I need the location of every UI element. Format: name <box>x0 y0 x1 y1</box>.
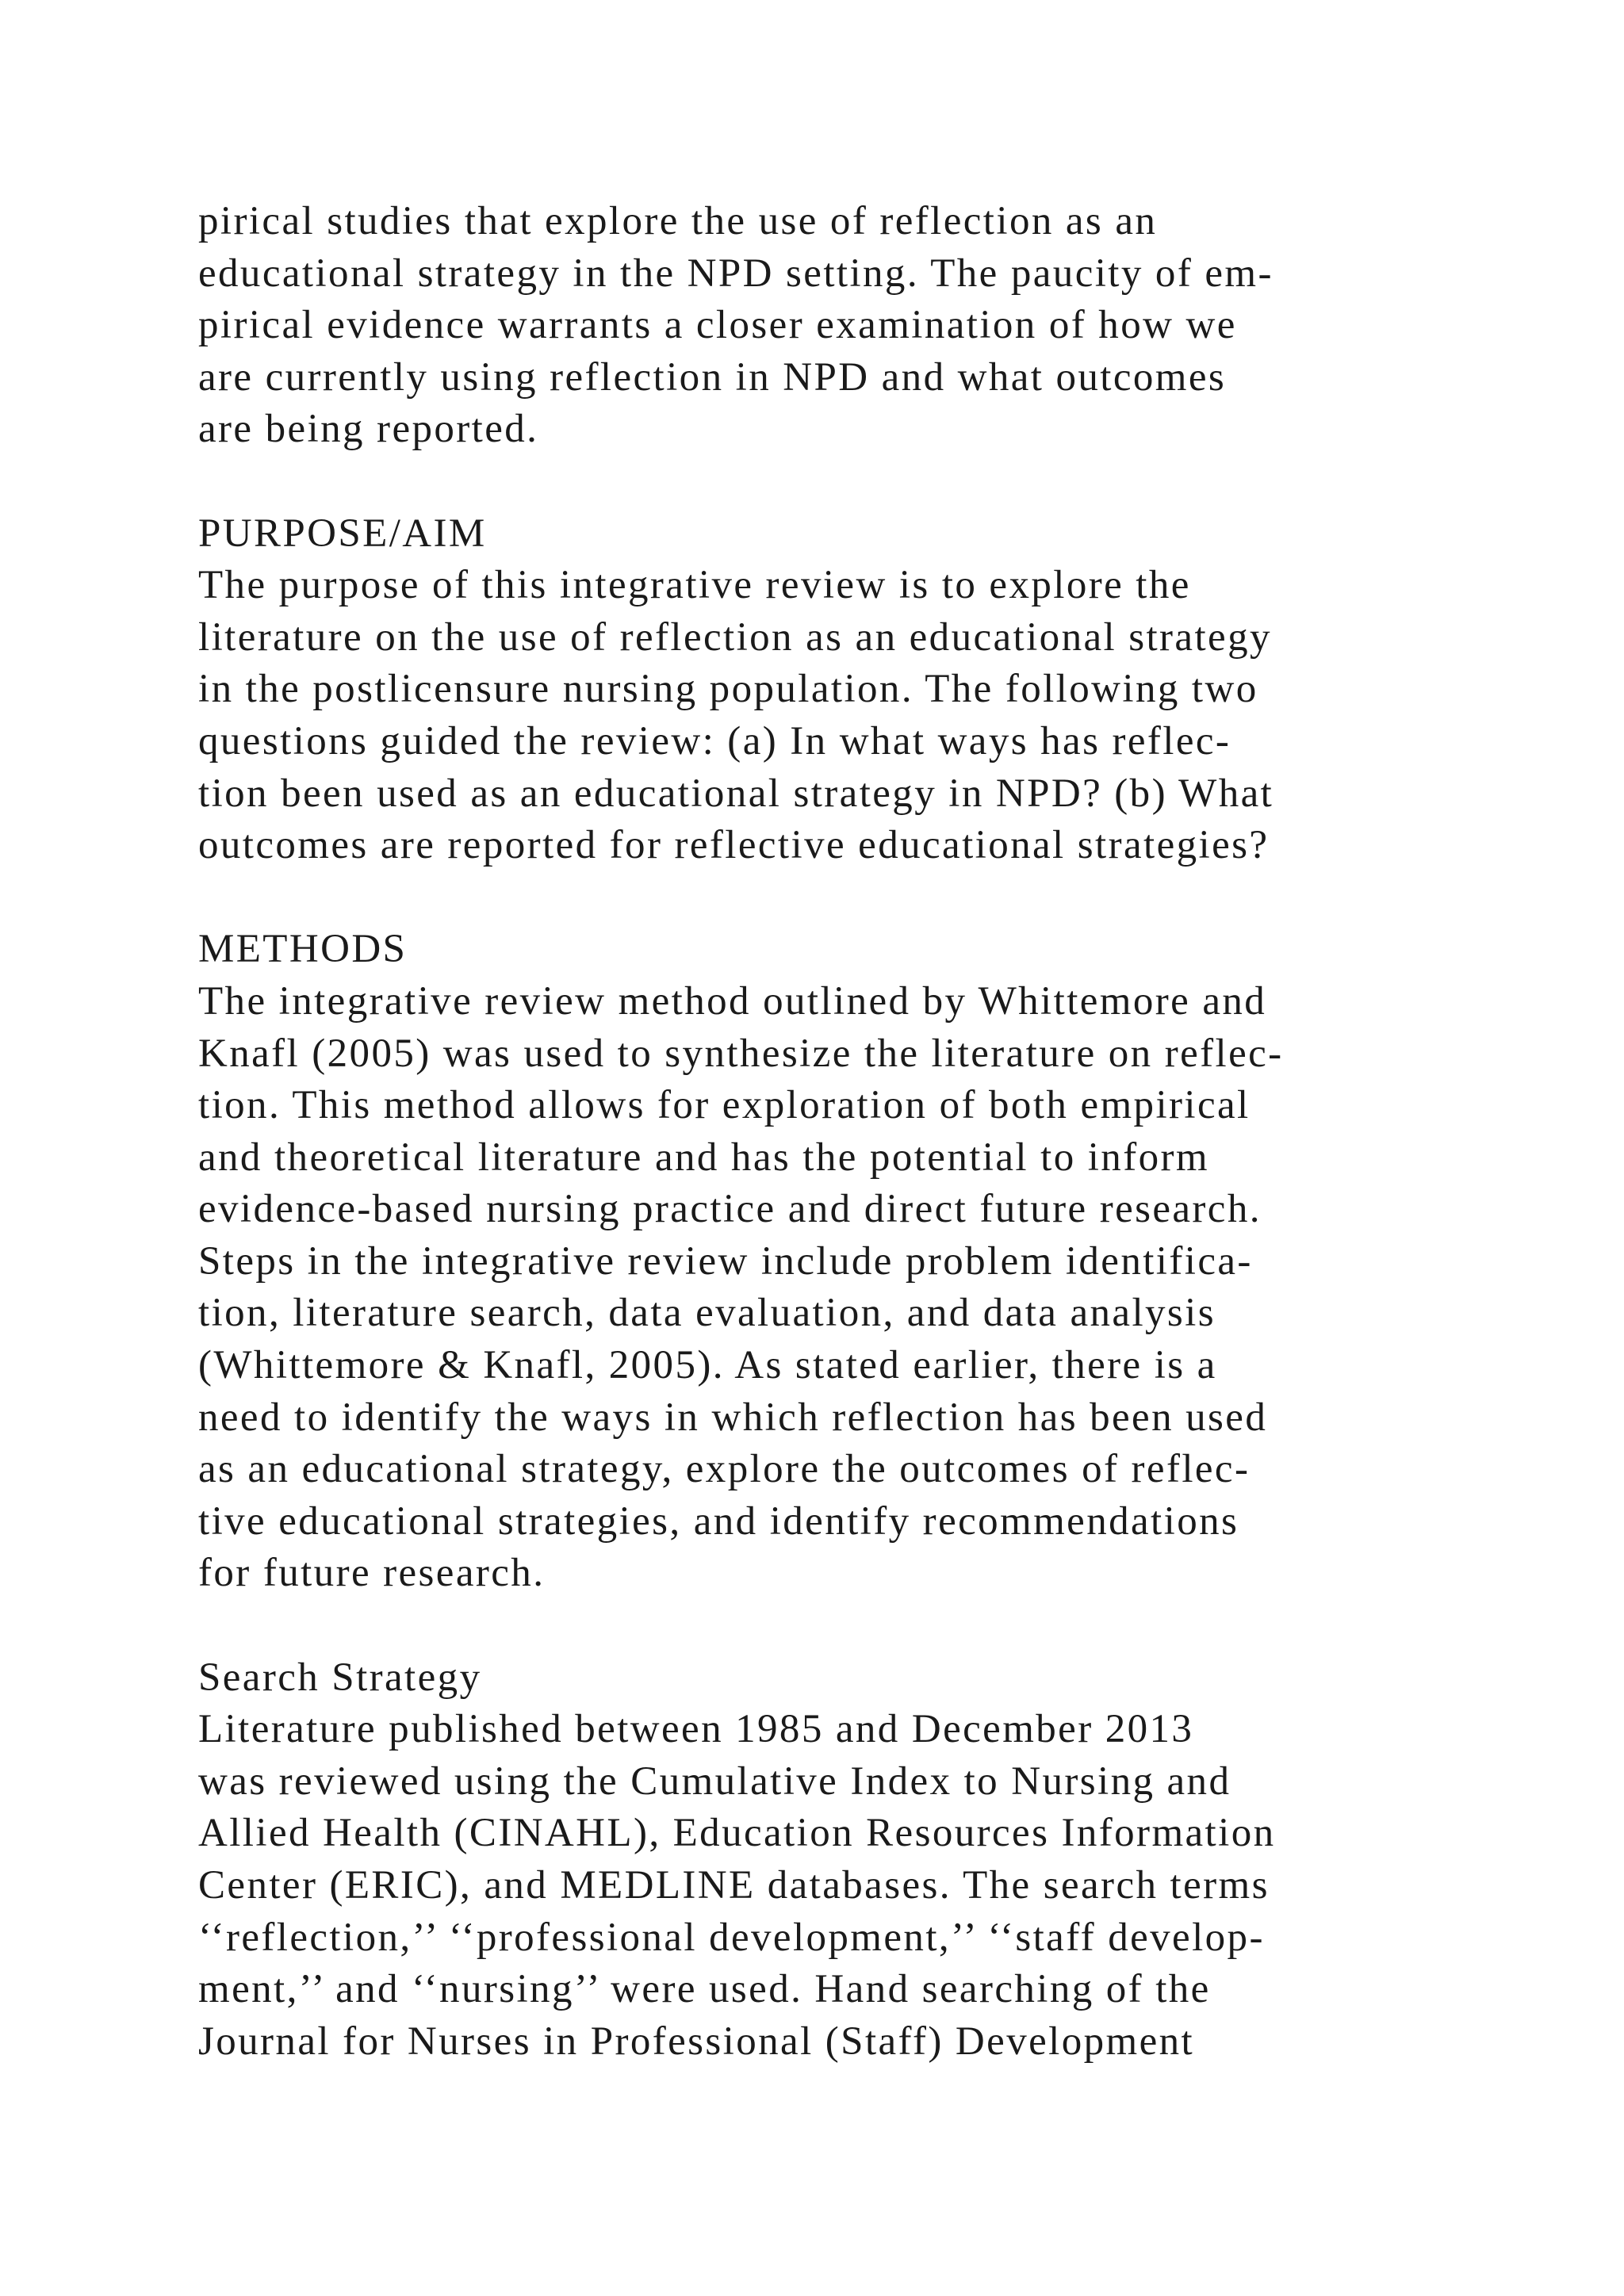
text-line: for future research. <box>198 1551 546 1596</box>
text-line: Journal for Nurses in Professional (Staff) Development <box>198 2019 1195 2064</box>
methods-section <box>198 924 1594 1600</box>
text-line: evidence-based nursing practice and direct future research. <box>198 1187 1262 1232</box>
text-line: questions guided the review: (a) In what ways has reflec- <box>198 718 1231 763</box>
text-line: educational strategy in the NPD setting. The paucity of em- <box>198 251 1274 296</box>
purpose-section <box>198 508 1594 872</box>
text-line: Knafl (2005) was used to synthesize the literature on reflec- <box>198 1031 1284 1076</box>
section-heading: Search Strategy <box>198 1655 482 1700</box>
text-line: ment,’’ and ‘‘nursing’’ were used. Hand searching of the <box>198 1967 1211 2012</box>
paragraph-spacer <box>198 872 1594 924</box>
text-line: tion. This method allows for exploration of both empirical <box>198 1083 1251 1128</box>
text-line: (Whittemore & Knafl, 2005). As stated earlier, there is a <box>198 1343 1217 1388</box>
text-line: Allied Health (CINAHL), Education Resources Information <box>198 1811 1276 1856</box>
text-line: was reviewed using the Cumulative Index to Nursing and <box>198 1758 1231 1804</box>
paragraph-spacer <box>198 1600 1594 1652</box>
text-line: as an educational strategy, explore the outcomes of reflec- <box>198 1447 1251 1492</box>
text-line: pirical evidence warrants a closer examination of how we <box>198 303 1237 348</box>
text-line: The integrative review method outlined by Whittemore and <box>198 978 1267 1024</box>
text-line: Literature published between 1985 and December 2013 <box>198 1707 1194 1752</box>
text-line: tion, literature search, data evaluation, and data analysis <box>198 1291 1216 1336</box>
text-line: are currently using reflection in NPD and what outcomes <box>198 354 1227 400</box>
text-line: ‘‘reflection,’’ ‘‘professional development,’’ ‘‘staff develop- <box>198 1915 1265 1960</box>
section-heading: PURPOSE/AIM <box>198 511 487 556</box>
text-line: pirical studies that explore the use of reflection as an <box>198 199 1158 243</box>
text-line: tion been used as an educational strategy in NPD? (b) What <box>198 771 1274 816</box>
section-heading: METHODS <box>198 927 408 972</box>
paragraph-spacer <box>198 456 1594 508</box>
text-line: outcomes are reported for reflective educational strategies? <box>198 823 1270 868</box>
text-line: The purpose of this integrative review is to explore the <box>198 563 1191 608</box>
text-line: need to identify the ways in which reflection has been used <box>198 1395 1268 1440</box>
search-strategy-section <box>198 1652 1594 2068</box>
document-page <box>198 196 1594 2068</box>
text-line: Steps in the integrative review include problem identifica- <box>198 1238 1253 1284</box>
text-line: and theoretical literature and has the potential to inform <box>198 1135 1209 1180</box>
text-line: tive educational strategies, and identify recommendations <box>198 1498 1239 1544</box>
intro-paragraph <box>198 196 1594 456</box>
text-line: literature on the use of reflection as an educational strategy <box>198 614 1272 660</box>
text-line: are being reported. <box>198 407 539 452</box>
text-line: Center (ERIC), and MEDLINE databases. The search terms <box>198 1863 1270 1908</box>
text-line: in the postlicensure nursing population. The following two <box>198 667 1258 712</box>
